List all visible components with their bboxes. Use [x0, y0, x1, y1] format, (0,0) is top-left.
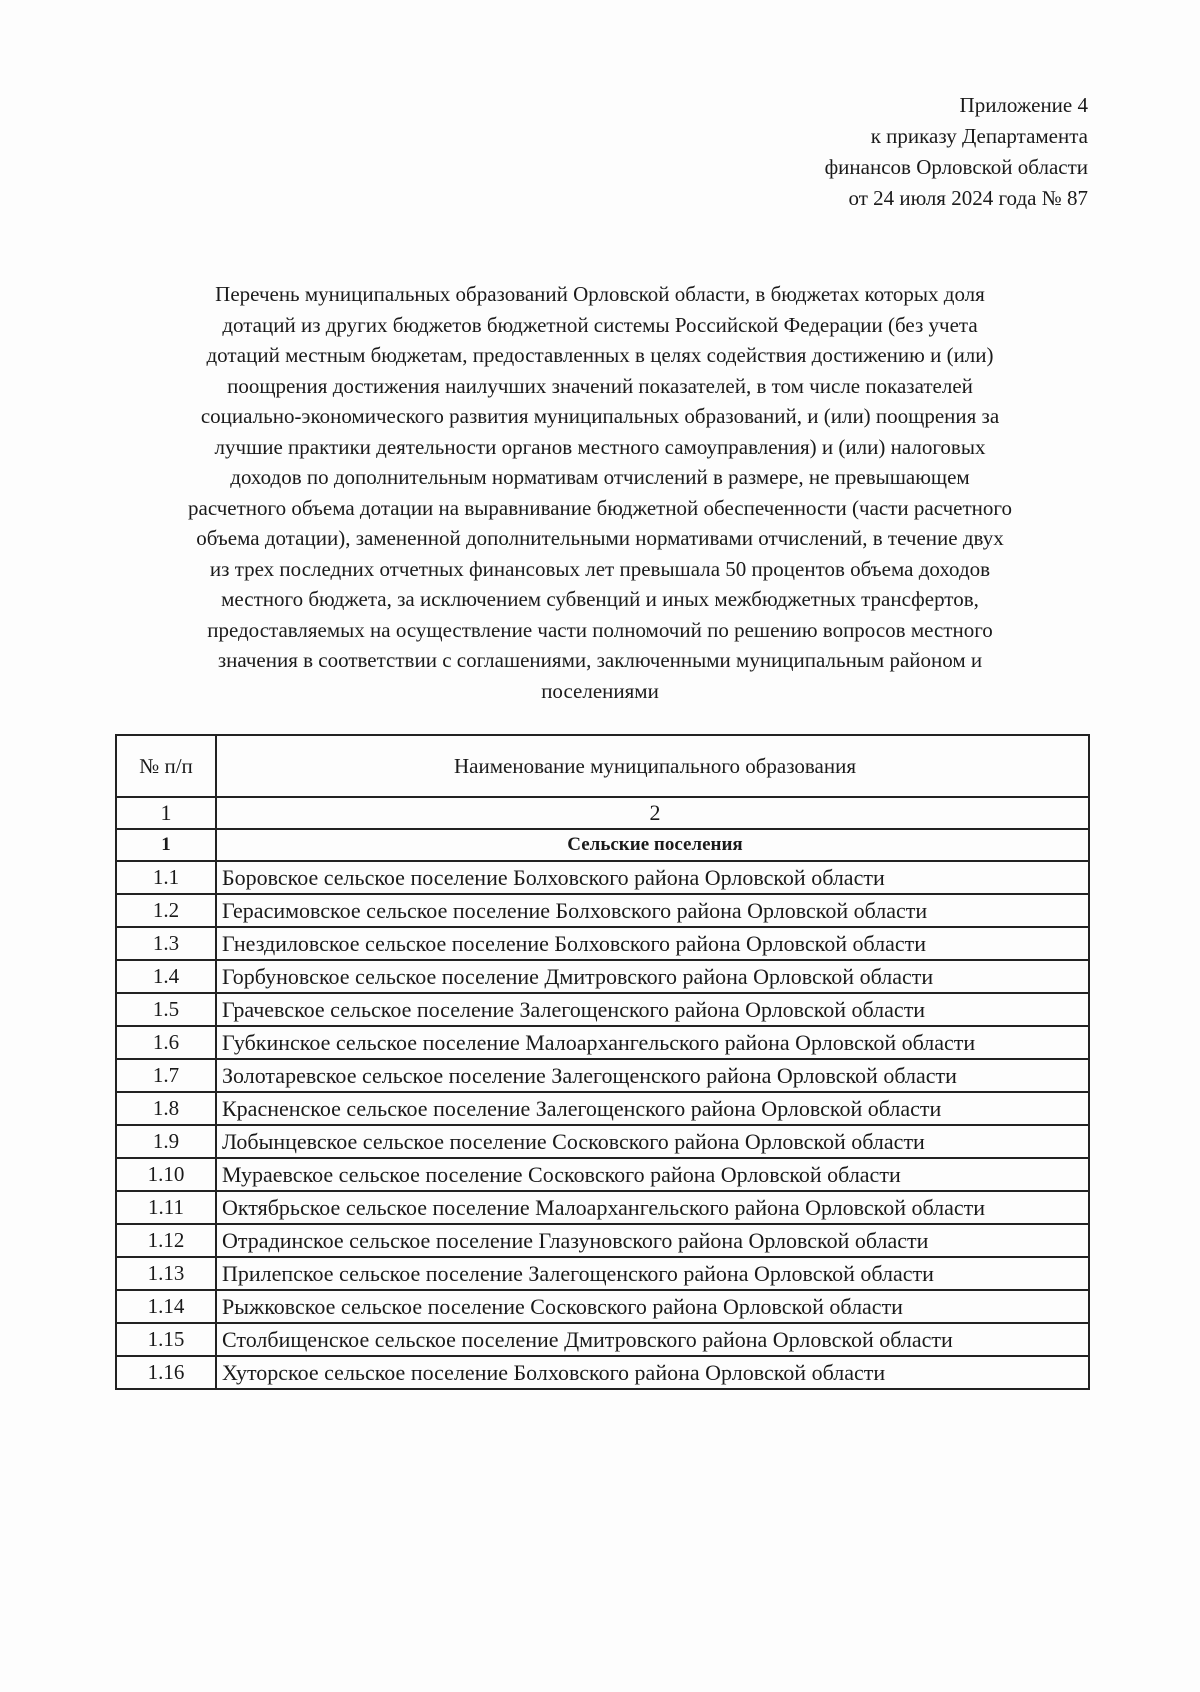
row-name: Губкинское сельское поселение Малоархангельского района Орловской области	[216, 1026, 1089, 1059]
table-row	[116, 1323, 1089, 1356]
row-number: 1.12	[116, 1224, 216, 1257]
section-row	[116, 829, 1089, 861]
header-number: № п/п	[116, 735, 216, 797]
table-row	[116, 1224, 1089, 1257]
column-index-row	[116, 797, 1089, 829]
document-title	[110, 279, 1090, 706]
table-row	[116, 894, 1089, 927]
row-number: 1.16	[116, 1356, 216, 1389]
title-line: дотаций местным бюджетам, предоставленных в целях содействия достижению и (или)	[206, 343, 994, 367]
row-number: 1.7	[116, 1059, 216, 1092]
row-number: 1.8	[116, 1092, 216, 1125]
row-number: 1.9	[116, 1125, 216, 1158]
table-row	[116, 1356, 1089, 1389]
table-row	[116, 1059, 1089, 1092]
title-line: доходов по дополнительным нормативам отчислений в размере, не превышающем	[230, 465, 970, 489]
row-name: Лобынцевское сельское поселение Сосковского района Орловской области	[216, 1125, 1089, 1158]
appendix-line: Приложение 4	[959, 93, 1088, 117]
row-name: Герасимовское сельское поселение Болховского района Орловской области	[216, 894, 1089, 927]
table-row	[116, 1026, 1089, 1059]
row-name: Гнездиловское сельское поселение Болховского района Орловской области	[216, 927, 1089, 960]
row-name: Рыжковское сельское поселение Сосковского района Орловской области	[216, 1290, 1089, 1323]
row-name: Боровское сельское поселение Болховского района Орловской области	[216, 861, 1089, 894]
row-name: Красненское сельское поселение Залегощенского района Орловской области	[216, 1092, 1089, 1125]
row-number: 1.1	[116, 861, 216, 894]
title-line: поощрения достижения наилучших значений показателей, в том числе показателей	[227, 373, 973, 398]
table-row	[116, 1125, 1089, 1158]
row-name: Прилепское сельское поселение Залегощенского района Орловской области	[216, 1257, 1089, 1290]
row-name: Октябрьское сельское поселение Малоархангельского района Орловской области	[216, 1191, 1089, 1224]
table-header-row	[116, 735, 1089, 797]
section-number: 1	[116, 829, 216, 861]
row-number: 1.14	[116, 1290, 216, 1323]
row-name: Столбищенское сельское поселение Дмитровского района Орловской области	[216, 1323, 1089, 1356]
title-line: объема дотации), замененной дополнительными нормативами отчислений, в течение двух	[196, 526, 1004, 550]
column-index-2: 2	[216, 797, 1089, 829]
row-number: 1.5	[116, 993, 216, 1026]
appendix-header	[825, 90, 1088, 214]
appendix-line: финансов Орловской области	[824, 155, 1088, 179]
title-line: лучшие практики деятельности органов местного самоуправления) и (или) налоговых	[214, 434, 986, 459]
title-line: дотаций из других бюджетов бюджетной системы Российской Федерации (без учета	[222, 312, 978, 337]
row-name: Мураевское сельское поселение Сосковского района Орловской области	[216, 1158, 1089, 1191]
title-line: социально-экономического развития муниципальных образований, и (или) поощрения за	[200, 404, 1000, 428]
table-row	[116, 927, 1089, 960]
row-number: 1.4	[116, 960, 216, 993]
row-name: Хуторское сельское поселение Болховского района Орловской области	[216, 1356, 1089, 1389]
row-name: Отрадинское сельское поселение Глазуновского района Орловской области	[216, 1224, 1089, 1257]
title-line: местного бюджета, за исключением субвенций и иных межбюджетных трансфертов,	[221, 587, 979, 611]
title-line: значения в соответствии с соглашениями, заключенными муниципальным районом и	[217, 648, 983, 672]
appendix-line: к приказу Департамента	[870, 124, 1088, 148]
row-number: 1.15	[116, 1323, 216, 1356]
row-number: 1.11	[116, 1191, 216, 1224]
title-line: расчетного объема дотации на выравнивание бюджетной обеспеченности (части расчетного	[188, 495, 1012, 520]
table-row	[116, 993, 1089, 1026]
table-row	[116, 1257, 1089, 1290]
header-name: Наименование муниципального образования	[216, 735, 1089, 797]
table-row	[116, 861, 1089, 894]
table-row	[116, 960, 1089, 993]
row-name: Золотаревское сельское поселение Залегощенского района Орловской области	[216, 1059, 1089, 1092]
appendix-line: от 24 июля 2024 года № 87	[848, 186, 1088, 210]
title-line: поселениями	[541, 678, 659, 703]
table-row	[116, 1158, 1089, 1191]
row-number: 1.2	[116, 894, 216, 927]
row-name: Грачевское сельское поселение Залегощенского района Орловской области	[216, 993, 1089, 1026]
row-number: 1.10	[116, 1158, 216, 1191]
table-row	[116, 1290, 1089, 1323]
row-number: 1.6	[116, 1026, 216, 1059]
table-row	[116, 1092, 1089, 1125]
title-line: Перечень муниципальных образований Орловской области, в бюджетах которых доля	[215, 282, 985, 306]
row-name: Горбуновское сельское поселение Дмитровского района Орловской области	[216, 960, 1089, 993]
row-number: 1.13	[116, 1257, 216, 1290]
municipalities-table	[115, 734, 1090, 1390]
table-row	[116, 1191, 1089, 1224]
row-number: 1.3	[116, 927, 216, 960]
title-line: предоставляемых на осуществление части полномочий по решению вопросов местного	[207, 617, 993, 642]
title-line: из трех последних отчетных финансовых лет превышала 50 процентов объема доходов	[209, 556, 991, 581]
section-label: Сельские поселения	[216, 829, 1089, 861]
column-index-1: 1	[116, 797, 216, 829]
